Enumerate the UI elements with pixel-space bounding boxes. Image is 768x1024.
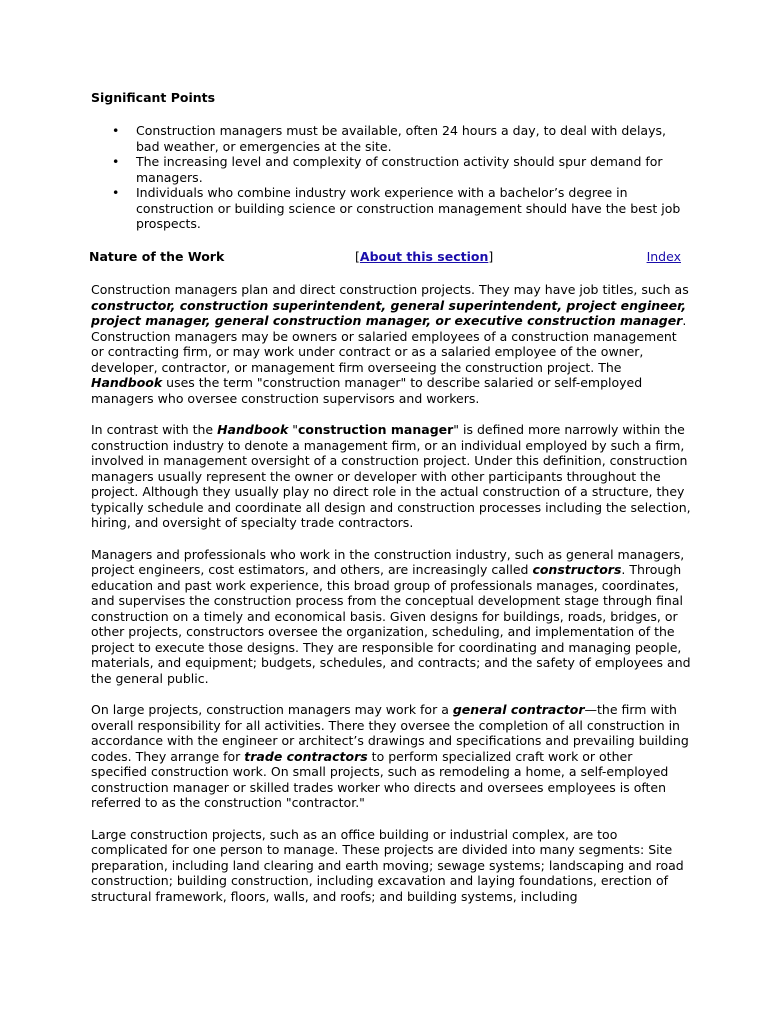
construction-manager-term: construction manager (298, 422, 454, 437)
bullet-icon: • (112, 123, 120, 138)
paragraph (91, 422, 691, 531)
bracket-open: [ (355, 249, 360, 264)
paragraph-text: Large construction projects, such as an office building or industrial complex, are too complicated for one person to manage. These projects are divided into many segments: Site preparation, including land clearing and earth moving; sewage systems; landscaping and road construction; building construction, including excavation and laying foundations, erection of structural framework, floors, walls, and roofs; and building systems, including (91, 826, 684, 904)
job-titles-term: constructor, construction superintendent, general superintendent, project engineer, project manager, general construction manager, or executive construction manager (91, 297, 687, 328)
paragraph-text: " is defined more narrowly within the construction industry to denote a management firm, or an individual employed by such a firm, involved in management oversight of a construction project. Under this definition, construction managers usually represent the owner or developer with other participants throughout the project. Although they usually play no direct role in the actual construction of a structure, they typically schedule and coordinate all design and construction processes including the selection, hiring, and oversight of specialty trade contractors. (91, 422, 691, 530)
about-this-section-link[interactable]: About this section (359, 249, 489, 264)
about-section-wrapper (355, 249, 493, 264)
paragraph-text: In contrast with the (91, 422, 218, 437)
list-item-text: Construction managers must be available, often 24 hours a day, to deal with delays, bad weather, or emergencies at the site. (136, 123, 666, 154)
bullet-icon: • (112, 185, 120, 200)
paragraph (91, 282, 691, 406)
list-item (112, 123, 692, 154)
paragraph-text: to perform specialized craft work or other specified construction work. On small projects, such as remodeling a home, a self-employed construction manager or skilled trades worker who directs and oversees employees is often referred to as the construction "contractor." (91, 748, 669, 810)
index-link[interactable]: Index (646, 249, 681, 264)
paragraph (91, 702, 691, 811)
paragraph-text: uses the term "construction manager" to describe salaried or self-employed managers who oversee construction supervisors and workers. (91, 375, 643, 406)
handbook-term: Handbook (217, 422, 289, 437)
list-item (112, 154, 692, 185)
constructors-term: constructors (532, 562, 622, 577)
section-header (89, 249, 681, 267)
list-item-text: Individuals who combine industry work experience with a bachelor’s degree in construction or building science or construction management should have the best job prospects. (136, 185, 681, 231)
section-title: Nature of the Work (89, 249, 225, 264)
bracket-close: ] (488, 249, 494, 264)
significant-points-heading: Significant Points (91, 90, 216, 105)
paragraph-text: . Through education and past work experience, this broad group of professionals manages, coordinates, and supervises the construction process from the conceptual development stage through final construction on a timely and economical basis. Given designs for buildings, roads, bridges, or other projects, constructors oversee the organization, scheduling, and implementation of the project to execute those designs. They are responsible for coordinating and managing people, materials, and equipment; budgets, schedules, and contracts; and the safety of employees and the general public. (91, 562, 691, 686)
bullet-icon: • (112, 154, 120, 169)
paragraph-text: Managers and professionals who work in the construction industry, such as general managers, project engineers, cost estimators, and others, are increasingly called (91, 546, 685, 577)
list-item-text: The increasing level and complexity of construction activity should spur demand for managers. (136, 154, 663, 185)
paragraph-text: —the firm with overall responsibility for all activities. There they oversee the completion of all construction in accordance with the engineer or architect’s drawings and specifications and prevailing building codes. They arrange for (91, 702, 689, 764)
paragraph-text: On large projects, construction managers may work for a (91, 702, 453, 717)
paragraph (91, 827, 691, 905)
general-contractor-term: general contractor (452, 702, 585, 717)
significant-points-list (112, 123, 692, 232)
paragraph (91, 547, 691, 687)
paragraph-text: Construction managers plan and direct construction projects. They may have job titles, such as (91, 282, 689, 297)
article-body (91, 282, 691, 920)
paragraph-text: . Construction managers may be owners or salaried employees of a construction management or contracting firm, or may work under contract or as a salaried employee of the owner, developer, contractor, or management firm overseeing the construction project. The (91, 313, 687, 375)
trade-contractors-term: trade contractors (244, 748, 368, 764)
handbook-term: Handbook (91, 375, 163, 390)
list-item (112, 185, 692, 232)
paragraph-text: " (288, 422, 299, 437)
